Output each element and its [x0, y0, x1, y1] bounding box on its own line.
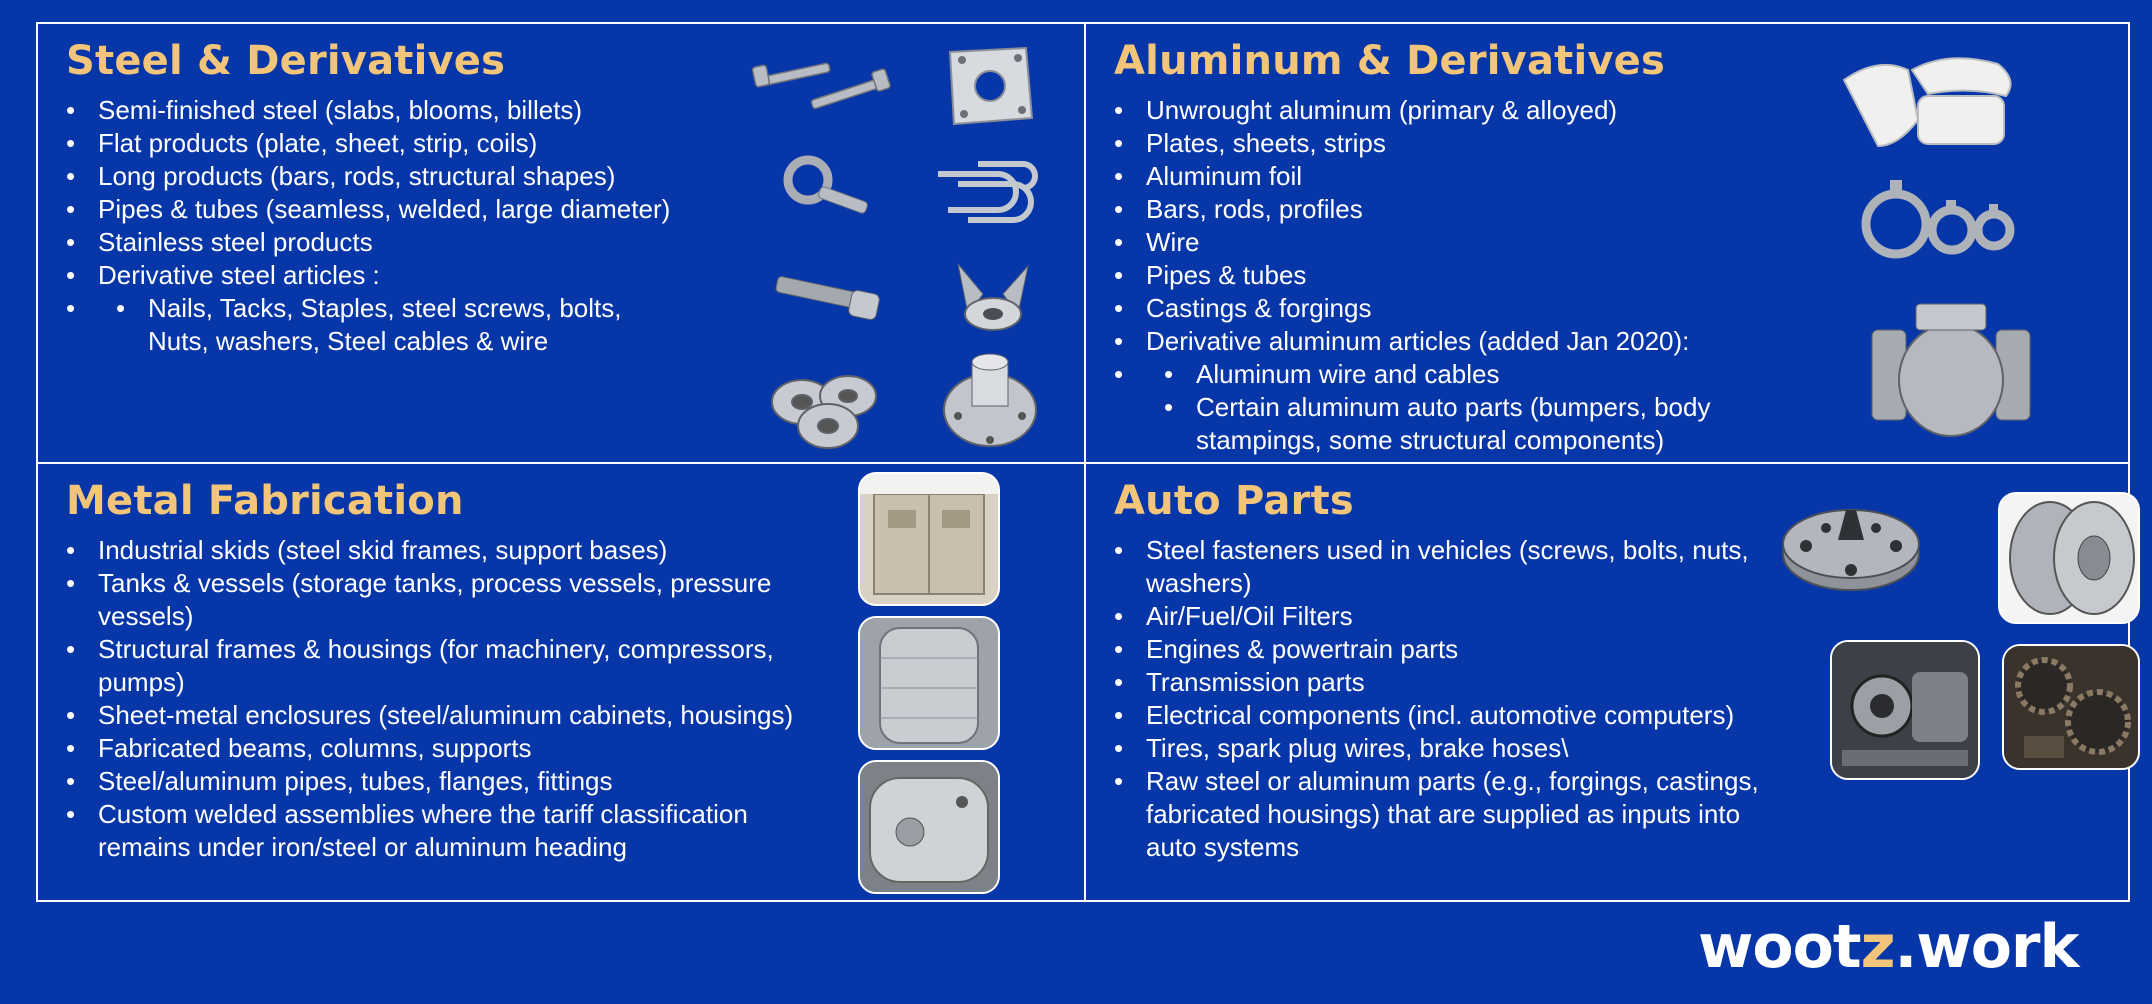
sub-list-item: • Certain aluminum auto parts (bumpers, body stampings, some structural components) — [1164, 391, 1714, 457]
pipe-elbows-icon — [1838, 50, 2028, 150]
content-grid — [36, 22, 2130, 902]
engine-parts-photo — [1830, 640, 1980, 780]
list-item: • Steel/aluminum pipes, tubes, flanges, fittings — [66, 765, 796, 798]
list-item: • Fabricated beams, columns, supports — [66, 732, 796, 765]
list-item: • Long products (bars, rods, structural shapes) — [66, 160, 746, 193]
list-item: • Wire — [1114, 226, 1794, 259]
list-item: • Engines & powertrain parts — [1114, 633, 1774, 666]
flange-nuts-icon — [766, 362, 886, 452]
list-item: • Unwrought aluminum (primary & alloyed) — [1114, 94, 1794, 127]
list-item: • Tires, spark plug wires, brake hoses\ — [1114, 732, 1774, 765]
sub-list-item: • • Aluminum wire and cables — [1164, 358, 1714, 391]
fabrication-list — [66, 534, 796, 864]
list-item: • Derivative steel articles : — [66, 259, 746, 292]
sublist-container — [66, 292, 746, 358]
list-item: • Transmission parts — [1114, 666, 1774, 699]
steel-tank-photo — [858, 616, 1000, 750]
list-item: • Structural frames & housings (for machinery, compressors, pumps) — [66, 633, 796, 699]
u-bolts-icon — [928, 154, 1038, 224]
valve-body-icon — [1866, 300, 2036, 440]
list-item: • Pipes & tubes — [1114, 259, 1794, 292]
list-item: • Industrial skids (steel skid frames, support bases) — [66, 534, 796, 567]
aluminum-list — [1114, 94, 1794, 457]
auto-title: Auto Parts — [1114, 478, 1354, 524]
steel-list — [66, 94, 746, 358]
wootz-logo: wootz.work — [1698, 912, 2079, 982]
gears-photo — [2002, 644, 2140, 770]
list-item: • Plates, sheets, strips — [1114, 127, 1794, 160]
sublist-container — [1114, 358, 1794, 457]
sub-list-item: • • Nails, Tacks, Staples, steel screws, bolts, Nuts, washers, Steel cables & wire — [116, 292, 626, 358]
list-item: • Tanks & vessels (storage tanks, process vessels, pressure vessels) — [66, 567, 796, 633]
cabinet-photo — [858, 472, 1000, 606]
list-item: • Raw steel or aluminum parts (e.g., forgings, castings, fabricated housings) that are supplied as inputs into auto systems — [1114, 765, 1774, 864]
list-item: • Air/Fuel/Oil Filters — [1114, 600, 1774, 633]
aluminum-section — [1086, 24, 2130, 462]
list-item: • Electrical components (incl. automotive computers) — [1114, 699, 1774, 732]
wing-nut-icon — [948, 254, 1038, 344]
list-item: • Pipes & tubes (seamless, welded, large diameter) — [66, 193, 746, 226]
list-item: • Sheet-metal enclosures (steel/aluminum cabinets, housings) — [66, 699, 796, 732]
round-flange-icon — [940, 350, 1040, 450]
list-item: • Flat products (plate, sheet, strip, coils) — [66, 127, 746, 160]
fabrication-section — [38, 464, 1084, 902]
list-item: • Steel fasteners used in vehicles (screws, bolts, nuts, washers) — [1114, 534, 1774, 600]
socket-screw-icon — [768, 266, 888, 326]
eye-bolt-icon — [778, 152, 878, 222]
bolts-icon — [750, 56, 900, 116]
list-item: • Castings & forgings — [1114, 292, 1794, 325]
list-item: • Aluminum foil — [1114, 160, 1794, 193]
valve-rings-icon — [1856, 174, 2026, 274]
fabrication-title: Metal Fabrication — [66, 478, 464, 524]
list-item: • Custom welded assemblies where the tariff classification remains under iron/steel or aluminum heading — [66, 798, 796, 864]
auto-section — [1086, 464, 2130, 902]
hub-flange-photo — [1776, 484, 1926, 594]
steel-title: Steel & Derivatives — [66, 38, 506, 84]
list-item: • Bars, rods, profiles — [1114, 193, 1794, 226]
pressure-vessel-photo — [858, 760, 1000, 894]
steel-section — [38, 24, 1084, 462]
list-item: • Stainless steel products — [66, 226, 746, 259]
brake-discs-photo — [1998, 492, 2140, 624]
auto-list — [1114, 534, 1774, 864]
list-item: • Semi-finished steel (slabs, blooms, billets) — [66, 94, 746, 127]
aluminum-title: Aluminum & Derivatives — [1114, 38, 1665, 84]
square-flange-icon — [938, 42, 1038, 130]
list-item: • Derivative aluminum articles (added Jan 2020): — [1114, 325, 1794, 358]
